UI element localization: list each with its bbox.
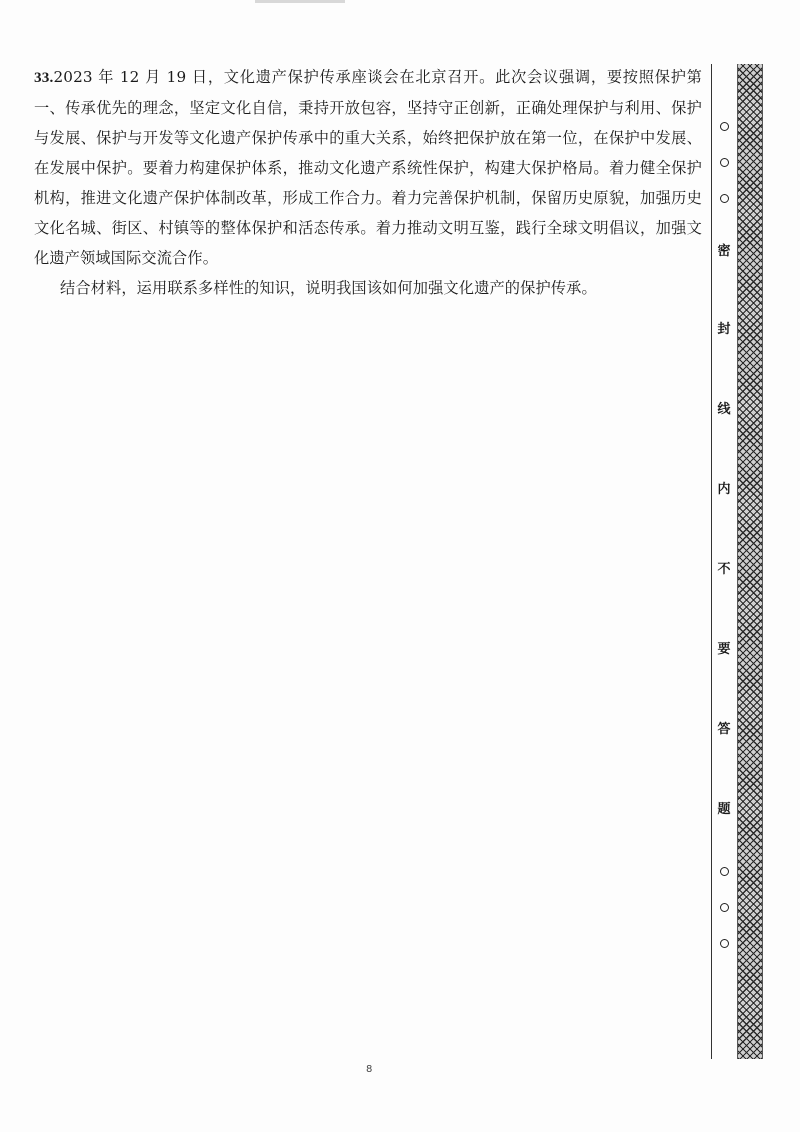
seal-char-feng: 封 — [717, 322, 731, 337]
scan-smudge — [255, 0, 345, 3]
seal-line-column — [712, 64, 736, 1059]
binding-circle-icon — [720, 867, 729, 876]
question-prompt: 结合材料，运用联系多样性的知识，说明我国该如何加强文化遗产的保护传承。 — [60, 279, 597, 297]
page-number: 8 — [366, 1064, 373, 1075]
question-number: 33. — [34, 69, 54, 86]
question-material-text: 2023 年 12 月 19 日，文化遗产保护传承座谈会在北京召开。此次会议强调，要按照保护第一、传承优先的理念，坚定文化自信，秉持开放包容，坚持守正创新，正确处理保护与利用、保护与发展、保护与开发等文化遗产保护传承中的重大关系，始终把保护放在第一位，在保护中发展、在发展中保护。要着力构建保护体系，推动文化遗产系统性保护，构建大保护格局。着力健全保护机构，推进文化遗产保护体制改革，形成工作合力。着力完善保护机制，保留历史原貌，加强历史文化名城、街区、村镇等的整体保护和活态传承。着力推动文明互鉴，践行全球文明倡议，加强文化遗产领域国际交流合作。 — [34, 68, 702, 267]
seal-char-bu: 不 — [717, 562, 731, 577]
seal-char-ti: 题 — [717, 802, 731, 817]
question-material — [34, 62, 702, 273]
binding-circle-icon — [720, 158, 729, 167]
binding-circle-icon — [720, 122, 729, 131]
seal-char-nei: 内 — [717, 482, 731, 497]
seal-char-mi: 密 — [717, 244, 731, 259]
binding-circle-icon — [720, 939, 729, 948]
binding-circle-icon — [720, 194, 729, 203]
seal-char-da: 答 — [717, 722, 731, 737]
binding-circle-icon — [720, 903, 729, 912]
hatched-binding-margin — [737, 64, 763, 1059]
seal-char-xian: 线 — [717, 402, 731, 417]
question-33 — [34, 62, 702, 303]
seal-char-yao: 要 — [717, 642, 731, 657]
